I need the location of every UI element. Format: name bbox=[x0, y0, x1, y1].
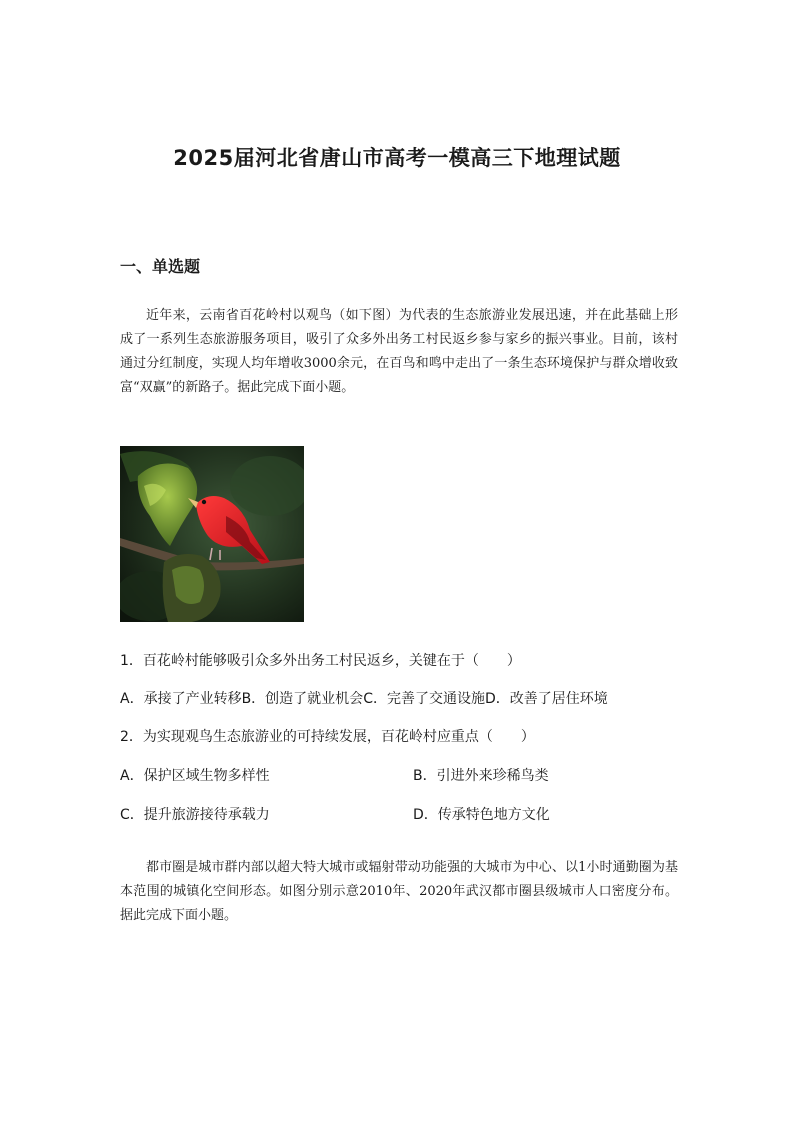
page-title: 2025届河北省唐山市高考一模高三下地理试题 bbox=[173, 146, 621, 170]
question-1-options bbox=[120, 688, 608, 708]
q1-option-c: C．完善了交通设施 bbox=[363, 691, 485, 707]
q2-option-a: A．保护区域生物多样性 bbox=[120, 768, 270, 784]
passage-metropolitan-area: 都市圈是城市群内部以超大特大城市或辐射带动功能强的大城市为中心、以1小时通勤圈为基本范围的城镇化空间形态。如图分别示意2010年、2020年武汉都市圈县级城市人口密度分布。据此完成下面小题。 bbox=[120, 860, 678, 923]
question-1-stem: 1．百花岭村能够吸引众多外出务工村民返乡，关键在于（ ） bbox=[120, 653, 521, 669]
q1-option-b: B．创造了就业机会 bbox=[241, 691, 364, 707]
q2-option-c: C．提升旅游接待承载力 bbox=[120, 807, 270, 823]
passage-bird-tourism: 近年来，云南省百花岭村以观鸟（如下图）为代表的生态旅游业发展迅速，并在此基础上形成了一系列生态旅游服务项目，吸引了众多外出务工村民返乡参与家乡的振兴事业。目前，该村通过分红制度，实现人均年增收3000余元，在百鸟和鸣中走出了一条生态环境保护与群众增收致富“双赢”的新路子。据此完成下面小题。 bbox=[120, 308, 678, 395]
q2-option-b: B．引进外来珍稀鸟类 bbox=[413, 768, 549, 784]
q1-option-a: A．承接了产业转移 bbox=[120, 691, 242, 707]
question-2-stem: 2．为实现观鸟生态旅游业的可持续发展，百花岭村应重点（ ） bbox=[120, 729, 535, 745]
section-heading: 一、单选题 bbox=[120, 257, 201, 276]
red-bird-photo bbox=[120, 446, 304, 622]
q1-option-d: D．改善了居住环境 bbox=[484, 691, 608, 707]
q2-option-d: D．传承特色地方文化 bbox=[413, 807, 550, 823]
